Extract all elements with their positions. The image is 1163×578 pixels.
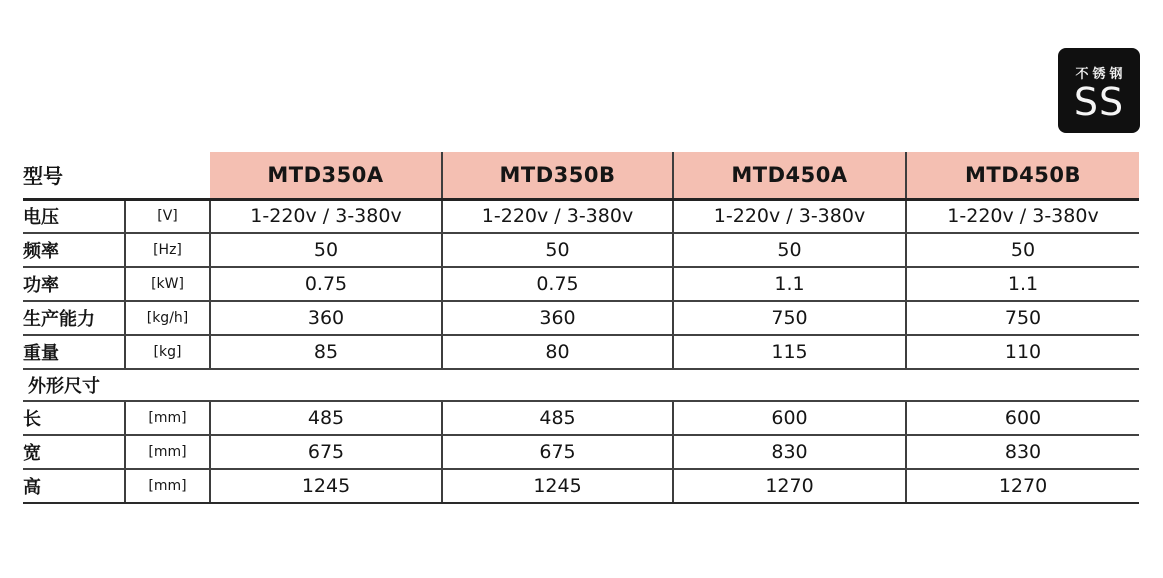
row-unit: [Hz]	[125, 233, 210, 267]
cell-value: 50	[673, 233, 906, 267]
cell-value: 675	[210, 435, 442, 469]
row-label: 电压	[23, 199, 125, 233]
row-label: 高	[23, 469, 125, 503]
cell-value: 360	[210, 301, 442, 335]
row-label: 重量	[23, 335, 125, 369]
cell-value: 0.75	[210, 267, 442, 301]
row-unit: [V]	[125, 199, 210, 233]
table-row-capacity	[23, 301, 1139, 335]
cell-value: 1.1	[906, 267, 1139, 301]
cell-value: 1-220v / 3-380v	[210, 199, 442, 233]
row-unit: [mm]	[125, 469, 210, 503]
cell-value: 0.75	[442, 267, 673, 301]
model-header: MTD350B	[442, 152, 673, 199]
table-row-power	[23, 267, 1139, 301]
cell-value: 1245	[210, 469, 442, 503]
cell-value: 80	[442, 335, 673, 369]
table-row-frequency	[23, 233, 1139, 267]
cell-value: 110	[906, 335, 1139, 369]
corner-label: 型号	[23, 152, 125, 199]
cell-value: 1-220v / 3-380v	[442, 199, 673, 233]
cell-value: 360	[442, 301, 673, 335]
cell-value: 1-220v / 3-380v	[906, 199, 1139, 233]
cell-value: 50	[906, 233, 1139, 267]
cell-value: 485	[210, 401, 442, 435]
table-section-dimensions	[23, 369, 1139, 401]
cell-value: 1270	[673, 469, 906, 503]
cell-value: 50	[442, 233, 673, 267]
section-label: 外形尺寸	[23, 369, 1139, 401]
cell-value: 830	[673, 435, 906, 469]
cell-value: 115	[673, 335, 906, 369]
badge-ss-label: SS	[1073, 79, 1125, 124]
table-row-length	[23, 401, 1139, 435]
unit-header-cell	[125, 152, 210, 199]
cell-value: 750	[906, 301, 1139, 335]
table-row-weight	[23, 335, 1139, 369]
stainless-steel-badge	[1058, 48, 1140, 133]
cell-value: 50	[210, 233, 442, 267]
row-label: 宽	[23, 435, 125, 469]
table-header-row	[23, 152, 1139, 199]
cell-value: 750	[673, 301, 906, 335]
cell-value: 485	[442, 401, 673, 435]
row-label: 功率	[23, 267, 125, 301]
row-unit: [mm]	[125, 435, 210, 469]
table-row-height	[23, 469, 1139, 503]
row-label: 频率	[23, 233, 125, 267]
cell-value: 1-220v / 3-380v	[673, 199, 906, 233]
row-label: 生产能力	[23, 301, 125, 335]
row-unit: [kg]	[125, 335, 210, 369]
model-header: MTD350A	[210, 152, 442, 199]
table-row-voltage	[23, 199, 1139, 233]
cell-value: 600	[906, 401, 1139, 435]
cell-value: 1270	[906, 469, 1139, 503]
row-unit: [kg/h]	[125, 301, 210, 335]
cell-value: 675	[442, 435, 673, 469]
badge-chinese-label: 不锈钢	[1075, 66, 1127, 82]
cell-value: 1245	[442, 469, 673, 503]
model-header: MTD450B	[906, 152, 1139, 199]
cell-value: 85	[210, 335, 442, 369]
cell-value: 830	[906, 435, 1139, 469]
row-unit: [mm]	[125, 401, 210, 435]
model-header: MTD450A	[673, 152, 906, 199]
cell-value: 1.1	[673, 267, 906, 301]
table-row-width	[23, 435, 1139, 469]
row-label: 长	[23, 401, 125, 435]
cell-value: 600	[673, 401, 906, 435]
row-unit: [kW]	[125, 267, 210, 301]
spec-table	[23, 152, 1139, 504]
